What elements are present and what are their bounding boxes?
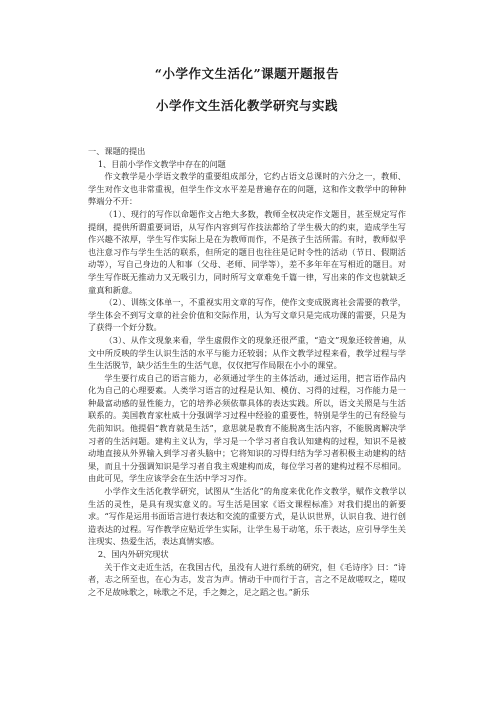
document-title: “小学作文生活化”课题开题报告 [154, 66, 340, 81]
document-body [88, 145, 406, 598]
section-heading-1: 一、课题的提出 [88, 146, 146, 156]
paragraph-4: （3）、从作文现象来看，学生虚假作文的现象还很严重，“造文”现象还较普遍，从文中所反映的学生认识生活的水平与能力还较弱；从作文教学过程来看，教学过程与学生生活脱节，缺少活生生的生活气息，仅仅把写作局限在小小的课堂。 [88, 334, 406, 371]
paragraph-1: 作文教学是小学语文教学的重要组成部分，它约占语文总课时的六分之一，教师、学生对作文也非常重视，但学生作文水平差是普遍存在的问题，这和作文教学中的种种弊端分不开： [88, 171, 406, 207]
document-subtitle: 小学作文生活化教学研究与实践 [155, 98, 338, 113]
paragraph-3: （2）、训练文体单一，不重视实用文章的写作，使作文变成脱离社会需要的教学，学生体会不到写文章的社会价值和交际作用，认为写文章只是完成功课的需要，只是为了获得一个好分数。 [88, 297, 406, 333]
subsection-heading-1-2: 2、国内外研究现状 [97, 549, 169, 559]
paragraph-7: 关于作文走近生活，在我国古代，虽没有人进行系统的研究，但《毛诗序》曰：“诗者，志之所至也，在心为志，发言为声。情动于中而行于言，言之不足故嗟叹之，嗟叹之不足故咏歌之，咏歌之不足，手之舞之，足之蹈之也。”新乐 [88, 561, 406, 597]
subsection-heading-1-1: 1、目前小学作文教学中存在的问题 [97, 158, 226, 169]
paragraph-5: 学生要行成自己的语言能力，必须通过学生的主体活动，通过运用，把言语作品内化为自己的心理要素。人类学习语言的过程是认知、模仿、习得的过程，习作能力是一种最富动感的显性能力，它的培养必须依靠具体的表达实践。所以，语文关照是与生活联系的。美国教育家杜威十分强调学习过程中经验的重要性，特别是学生的已有经验与先前知识。他提倡“教育就是生活”，意思就是教育不能脱离生活内容，不能脱离解决学习者的生活问题。建构主义认为，学习是一个学习者自我认知建构的过程，知识不是被动地直接从外界输入到学习者头脑中；它将知识的习得归结为学习者积极主动建构的结果，而且十分强调知识是学习者自我主观建构而成，每位学习者的建构过程不尽相同。由此可见，学生应该学会在生活中学习习作。 [88, 372, 406, 484]
paragraph-6: 小学作文生活化教学研究，试图从“生活化”的角度来优化作文教学，赋作文教学以生活的灵性，是具有现实意义的。写生活是国家《语文课程标准》对我们提出的新要求。“写作是运用书面语言进行表达和交流的重要方式，是认识世界，认识自我、进行创造表达的过程。写作教学应贴近学生实际，让学生易于动笔，乐于表达，应引导学生关注现实、热爱生活，表达真情实感。 [88, 486, 406, 547]
paragraph-2: （1）、现行的写作以命题作文占绝大多数，教师全权决定作文题目，甚至规定写作提纲，提供所谓重要词语，从写作内容到写作技法都给了学生极大的约束，造成学生写作兴趣不浓厚，学生写作实际上是在为教师而作，不是孩子生活所需。有时，教师似乎也注意习作与学生生活的联系，但所定的题目也往往是记时令性的活动（节日、假期活动等），写自己身边的人和事（父母、老师、同学等），差不多年年在写相近的题目。对学生写作既无推动力又无吸引力，同时所写文章难免千篇一律，写出来的作文也就缺乏童真和新意。 [88, 208, 406, 295]
